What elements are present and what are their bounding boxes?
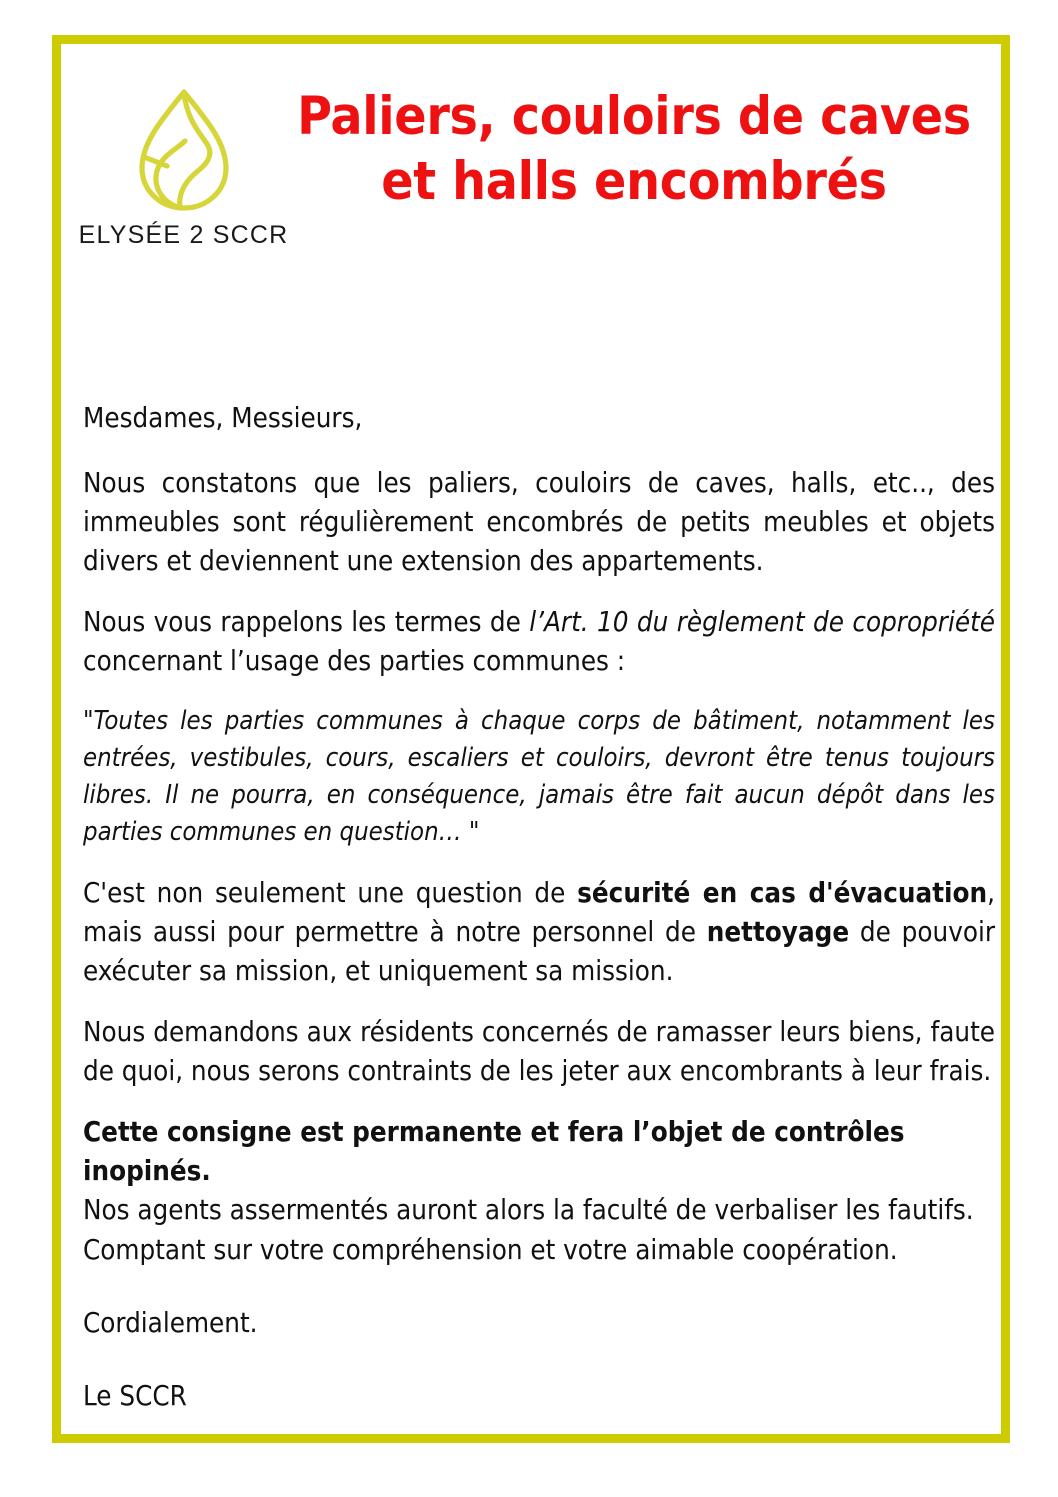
safety-text-2: , mais aussi pour permettre à notre personnel de — [83, 877, 995, 949]
regulation-article-emphasis: l’Art. 10 du règlement de copropriété — [529, 606, 995, 639]
signature-spacer — [83, 1343, 995, 1377]
document-body — [83, 399, 995, 1416]
safety-text-1: C'est non seulement une question de — [83, 877, 578, 910]
closing-salutation: Cordialement. — [83, 1306, 258, 1339]
document-header — [61, 44, 1001, 294]
notice-permanent-rule — [83, 1113, 995, 1191]
page-title-line-2: et halls encombrés — [381, 151, 887, 213]
brand-block — [71, 86, 296, 250]
safety-bold-cleaning: nettoyage — [706, 916, 850, 949]
notice-cooperation-line: Comptant sur votre compréhension et votre aimable coopération. — [83, 1233, 898, 1266]
paragraph-safety — [83, 874, 995, 991]
salutation: Mesdames, Messieurs, — [83, 402, 363, 434]
safety-bold-evacuation: sécurité en cas d'évacuation — [577, 877, 988, 910]
regulation-text-before: Nous vous rappelons les termes de — [83, 606, 530, 639]
signature: Le SCCR — [83, 1379, 187, 1412]
paragraph-observation: Nous constatons que les paliers, couloirs de caves, halls, etc.., des immeubles sont régulièrement encombrés de petits meubles et objets divers et deviennent une extension des appartements. — [83, 467, 995, 578]
notice-agents-line: Nos agents assermentés auront alors la faculté de verbaliser les fautifs. — [83, 1194, 974, 1227]
closing-spacer — [83, 1270, 995, 1304]
regulation-quote: "Toutes les parties communes à chaque corps de bâtiment, notamment les entrées, vestibules, cours, escaliers et couloirs, devront être tenus toujours libres. Il ne pourra, en conséquence, jamais être fait aucun dépôt dans les parties communes en question… " — [83, 706, 995, 848]
page-title — [269, 84, 999, 214]
paragraph-request: Nous demandons aux résidents concernés de ramasser leurs biens, faute de quoi, nous serons contraints de les jeter aux encombrants à leur frais. — [83, 1016, 995, 1088]
regulation-text-after: concernant l’usage des parties communes : — [83, 645, 626, 678]
safety-text-3: de pouvoir exécuter sa mission, et uniquement sa mission. — [83, 916, 995, 988]
page-title-line-1: Paliers, couloirs de caves — [297, 86, 971, 147]
brand-name: ELYSÉE 2 SCCR — [78, 221, 289, 249]
document-page-inner — [61, 44, 1001, 1434]
notice-bold-text: Cette consigne est permanente et fera l’objet de contrôles inopinés. — [83, 1116, 905, 1188]
paragraph-regulation-reference — [83, 603, 995, 681]
document-page-frame — [52, 35, 1010, 1443]
leaf-droplet-logo-icon — [133, 86, 235, 214]
